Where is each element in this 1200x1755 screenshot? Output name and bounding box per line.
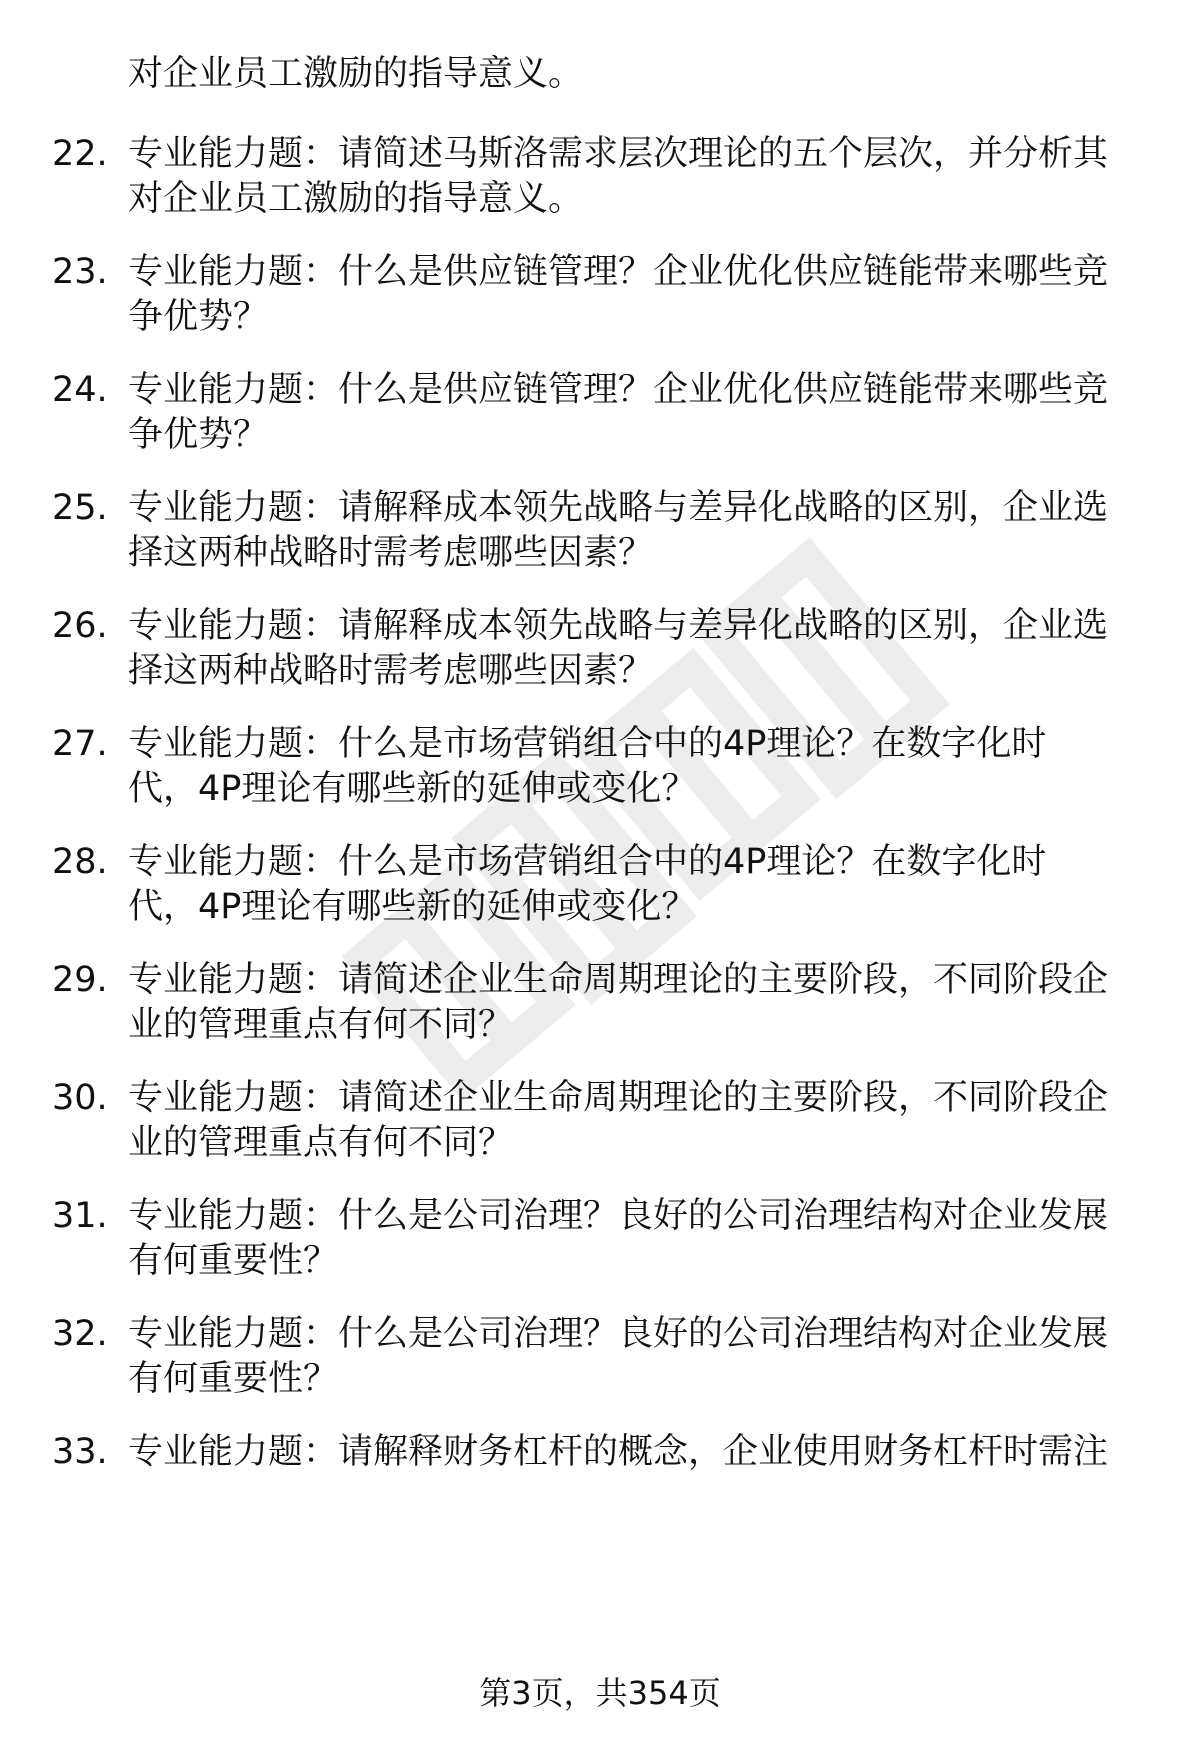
item-number: 31. [52, 1196, 108, 1236]
text-line: 代，4P理论有哪些新的延伸或变化？ [128, 769, 697, 809]
text-line: 专业能力题：请简述马斯洛需求层次理论的五个层次，并分析其 [128, 134, 1109, 174]
item-number: 26. [52, 606, 108, 646]
item-number: 28. [52, 842, 108, 882]
text-line: 专业能力题：什么是市场营销组合中的4P理论？在数字化时 [128, 842, 1047, 882]
item-number: 24. [52, 370, 108, 410]
item-number: 30. [52, 1078, 108, 1118]
text-line: 专业能力题：什么是公司治理？良好的公司治理结构对企业发展 [128, 1314, 1109, 1354]
page-number: 第3页，共354页 [479, 1674, 721, 1712]
text-line: 专业能力题：什么是公司治理？良好的公司治理结构对企业发展 [128, 1196, 1109, 1236]
text-line: 业的管理重点有何不同？ [128, 1123, 514, 1163]
text-line: 对企业员工激励的指导意义。 [128, 54, 584, 94]
text-line: 争优势？ [128, 297, 269, 337]
text-line: 专业能力题：请简述企业生命周期理论的主要阶段，不同阶段企 [128, 960, 1109, 1000]
item-number: 32. [52, 1314, 108, 1354]
text-line: 专业能力题：请解释成本领先战略与差异化战略的区别，企业选 [128, 488, 1109, 528]
text-line: 对企业员工激励的指导意义。 [128, 179, 584, 219]
text-line: 专业能力题：什么是供应链管理？企业优化供应链能带来哪些竞 [128, 370, 1109, 410]
text-line: 专业能力题：请解释成本领先战略与差异化战略的区别，企业选 [128, 606, 1109, 646]
text-line: 争优势？ [128, 415, 269, 455]
text-line: 专业能力题：请解释财务杠杆的概念，企业使用财务杠杆时需注 [128, 1432, 1109, 1472]
text-line: 专业能力题：请简述企业生命周期理论的主要阶段，不同阶段企 [128, 1078, 1109, 1118]
item-number: 25. [52, 488, 108, 528]
text-line: 代，4P理论有哪些新的延伸或变化？ [128, 887, 697, 927]
text-line: 有何重要性？ [128, 1241, 339, 1281]
text-line: 业的管理重点有何不同？ [128, 1005, 514, 1045]
item-number: 22. [52, 134, 108, 174]
text-line: 择这两种战略时需考虑哪些因素？ [128, 533, 654, 573]
text-line: 专业能力题：什么是供应链管理？企业优化供应链能带来哪些竞 [128, 252, 1109, 292]
item-number: 23. [52, 252, 108, 292]
text-line: 有何重要性？ [128, 1359, 339, 1399]
item-number: 27. [52, 724, 108, 764]
item-number: 33. [52, 1432, 108, 1472]
item-number: 29. [52, 960, 108, 1000]
text-line: 择这两种战略时需考虑哪些因素？ [128, 651, 654, 691]
text-line: 专业能力题：什么是市场营销组合中的4P理论？在数字化时 [128, 724, 1047, 764]
